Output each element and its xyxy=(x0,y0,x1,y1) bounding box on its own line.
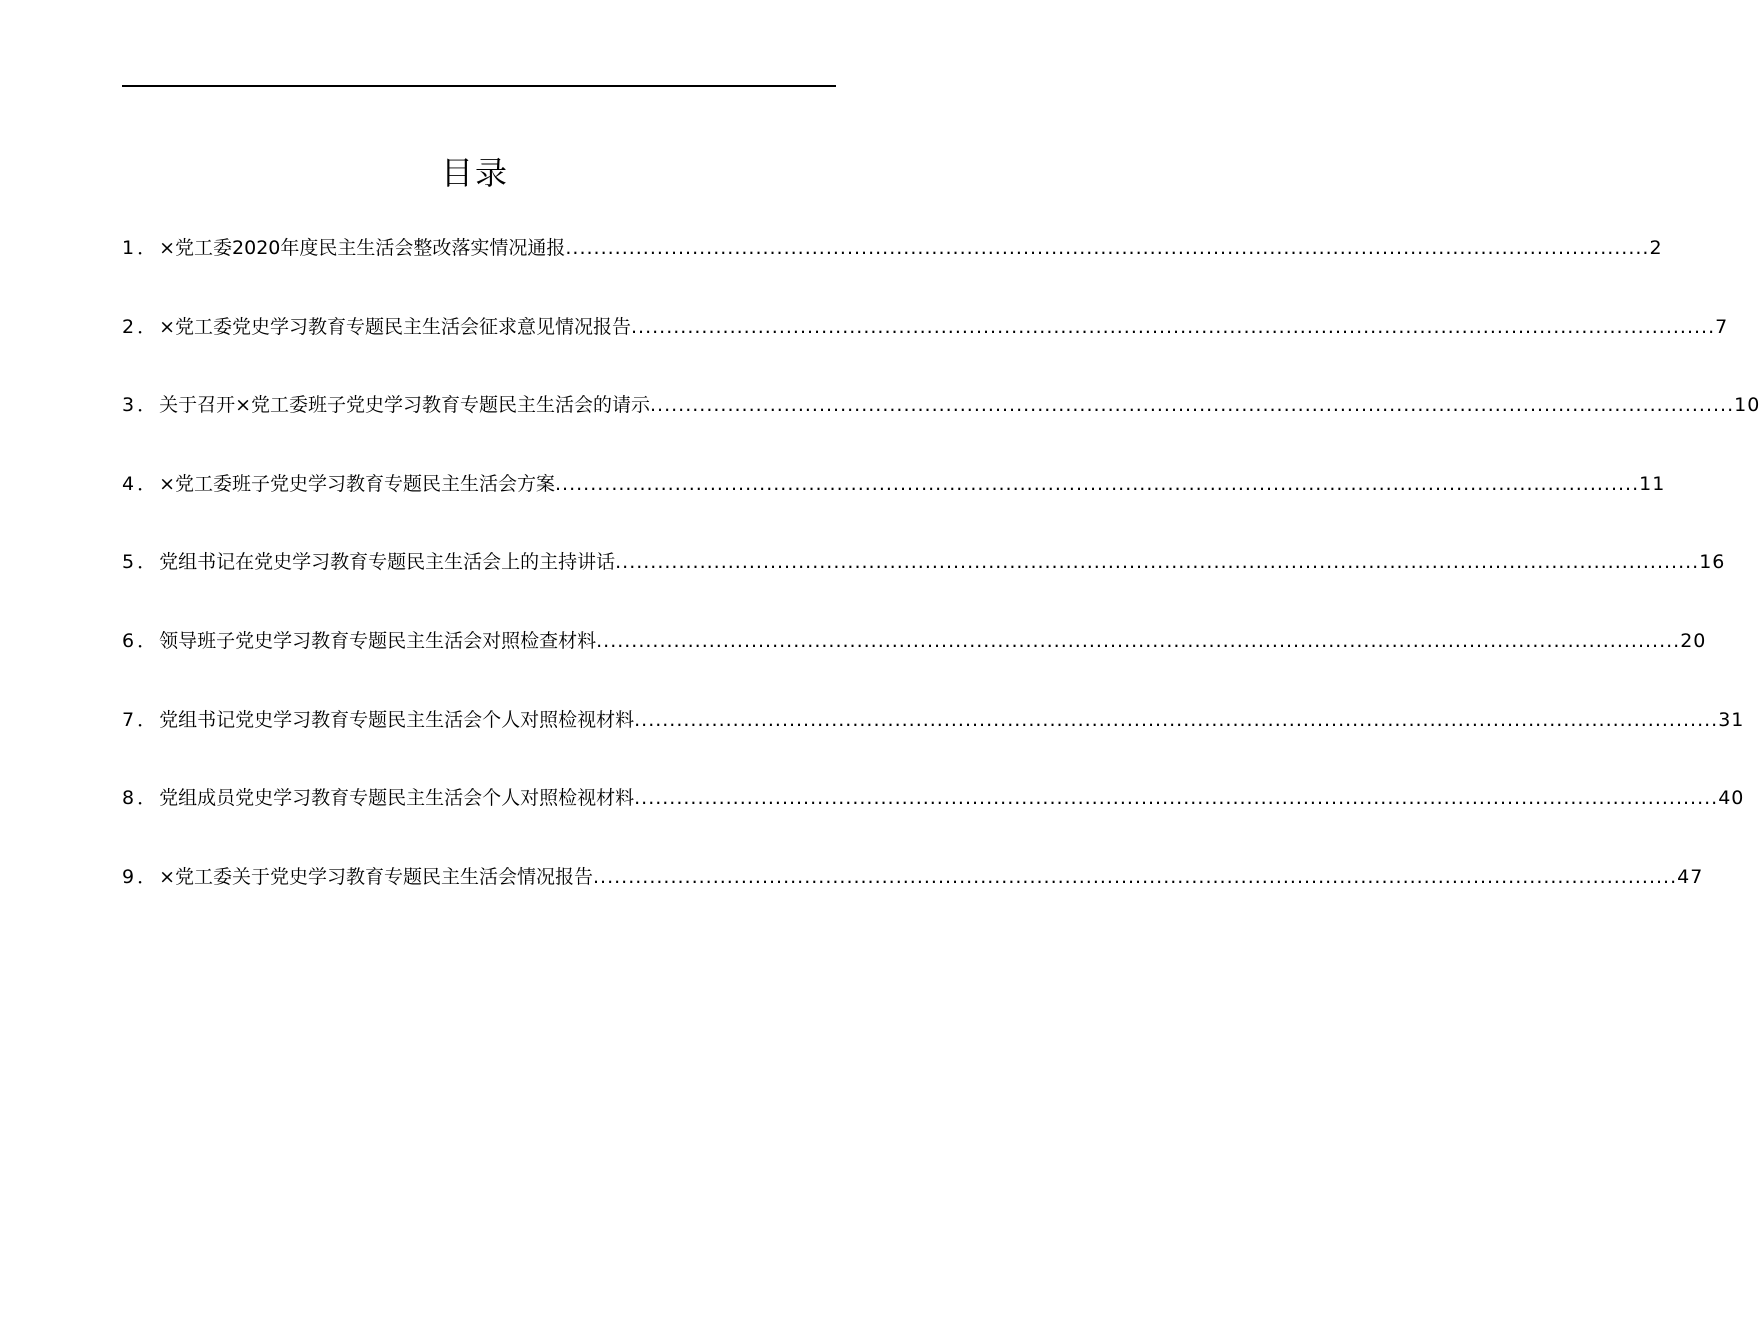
toc-entry-title: ×党工委班子党史学习教育专题民主生活会方案 xyxy=(159,472,556,495)
toc-leader-dots xyxy=(650,383,1734,427)
header-rule xyxy=(122,85,836,87)
toc-entry-1[interactable] xyxy=(122,226,1663,305)
toc-entry-2[interactable] xyxy=(122,305,1729,384)
toc-entry-5[interactable] xyxy=(122,540,1726,619)
toc-entry-page: 40 xyxy=(1718,787,1745,810)
toc-entry-7[interactable] xyxy=(122,698,1745,777)
toc-entry-title: 党组书记在党史学习教育专题民主生活会上的主持讲话 xyxy=(159,551,616,574)
toc-entry-number: 2． xyxy=(122,315,160,338)
toc-entry-page: 20 xyxy=(1680,629,1707,652)
toc-leader-dots xyxy=(555,462,1639,506)
toc-entry-number: 7． xyxy=(122,708,160,731)
toc-leader-dots xyxy=(593,855,1677,899)
table-of-contents xyxy=(122,226,1760,933)
toc-entry-page: 16 xyxy=(1699,551,1726,574)
toc-leader-dots xyxy=(631,305,1715,349)
toc-leader-dots xyxy=(596,619,1680,663)
toc-entry-number: 6． xyxy=(122,629,160,652)
toc-entry-title: 领导班子党史学习教育专题民主生活会对照检查材料 xyxy=(159,629,597,652)
toc-entry-title: ×党工委2020年度民主生活会整改落实情况通报 xyxy=(159,237,566,259)
toc-entry-number: 9． xyxy=(122,865,160,888)
page-title: 目录 xyxy=(440,154,509,192)
toc-leader-dots xyxy=(634,698,1718,742)
toc-entry-9[interactable] xyxy=(122,855,1704,934)
toc-entry-number: 5． xyxy=(122,551,160,574)
toc-entry-title: ×党工委关于党史学习教育专题民主生活会情况报告 xyxy=(159,865,594,888)
toc-entry-page: 31 xyxy=(1718,708,1745,731)
toc-entry-title: 党组成员党史学习教育专题民主生活会个人对照检视材料 xyxy=(159,787,635,810)
toc-entry-page: 47 xyxy=(1677,865,1704,888)
toc-entry-page: 2 xyxy=(1649,237,1663,259)
toc-entry-page: 7 xyxy=(1715,315,1729,338)
toc-leader-dots xyxy=(615,540,1699,584)
toc-entry-title: 关于召开×党工委班子党史学习教育专题民主生活会的请示 xyxy=(159,394,651,417)
toc-entry-number: 1． xyxy=(122,237,160,259)
toc-entry-4[interactable] xyxy=(122,462,1666,541)
toc-entry-6[interactable] xyxy=(122,619,1707,698)
toc-entry-8[interactable] xyxy=(122,776,1745,855)
toc-entry-page: 11 xyxy=(1639,472,1666,495)
toc-entry-number: 4． xyxy=(122,472,160,495)
toc-entry-title: 党组书记党史学习教育专题民主生活会个人对照检视材料 xyxy=(159,708,635,731)
toc-leader-dots xyxy=(565,226,1649,270)
toc-leader-dots xyxy=(634,776,1718,820)
toc-entry-3[interactable] xyxy=(122,383,1760,462)
toc-entry-title: ×党工委党史学习教育专题民主生活会征求意见情况报告 xyxy=(159,315,632,338)
toc-entry-page: 10 xyxy=(1734,394,1760,417)
toc-entry-number: 3． xyxy=(122,394,160,417)
toc-entry-number: 8． xyxy=(122,787,160,810)
